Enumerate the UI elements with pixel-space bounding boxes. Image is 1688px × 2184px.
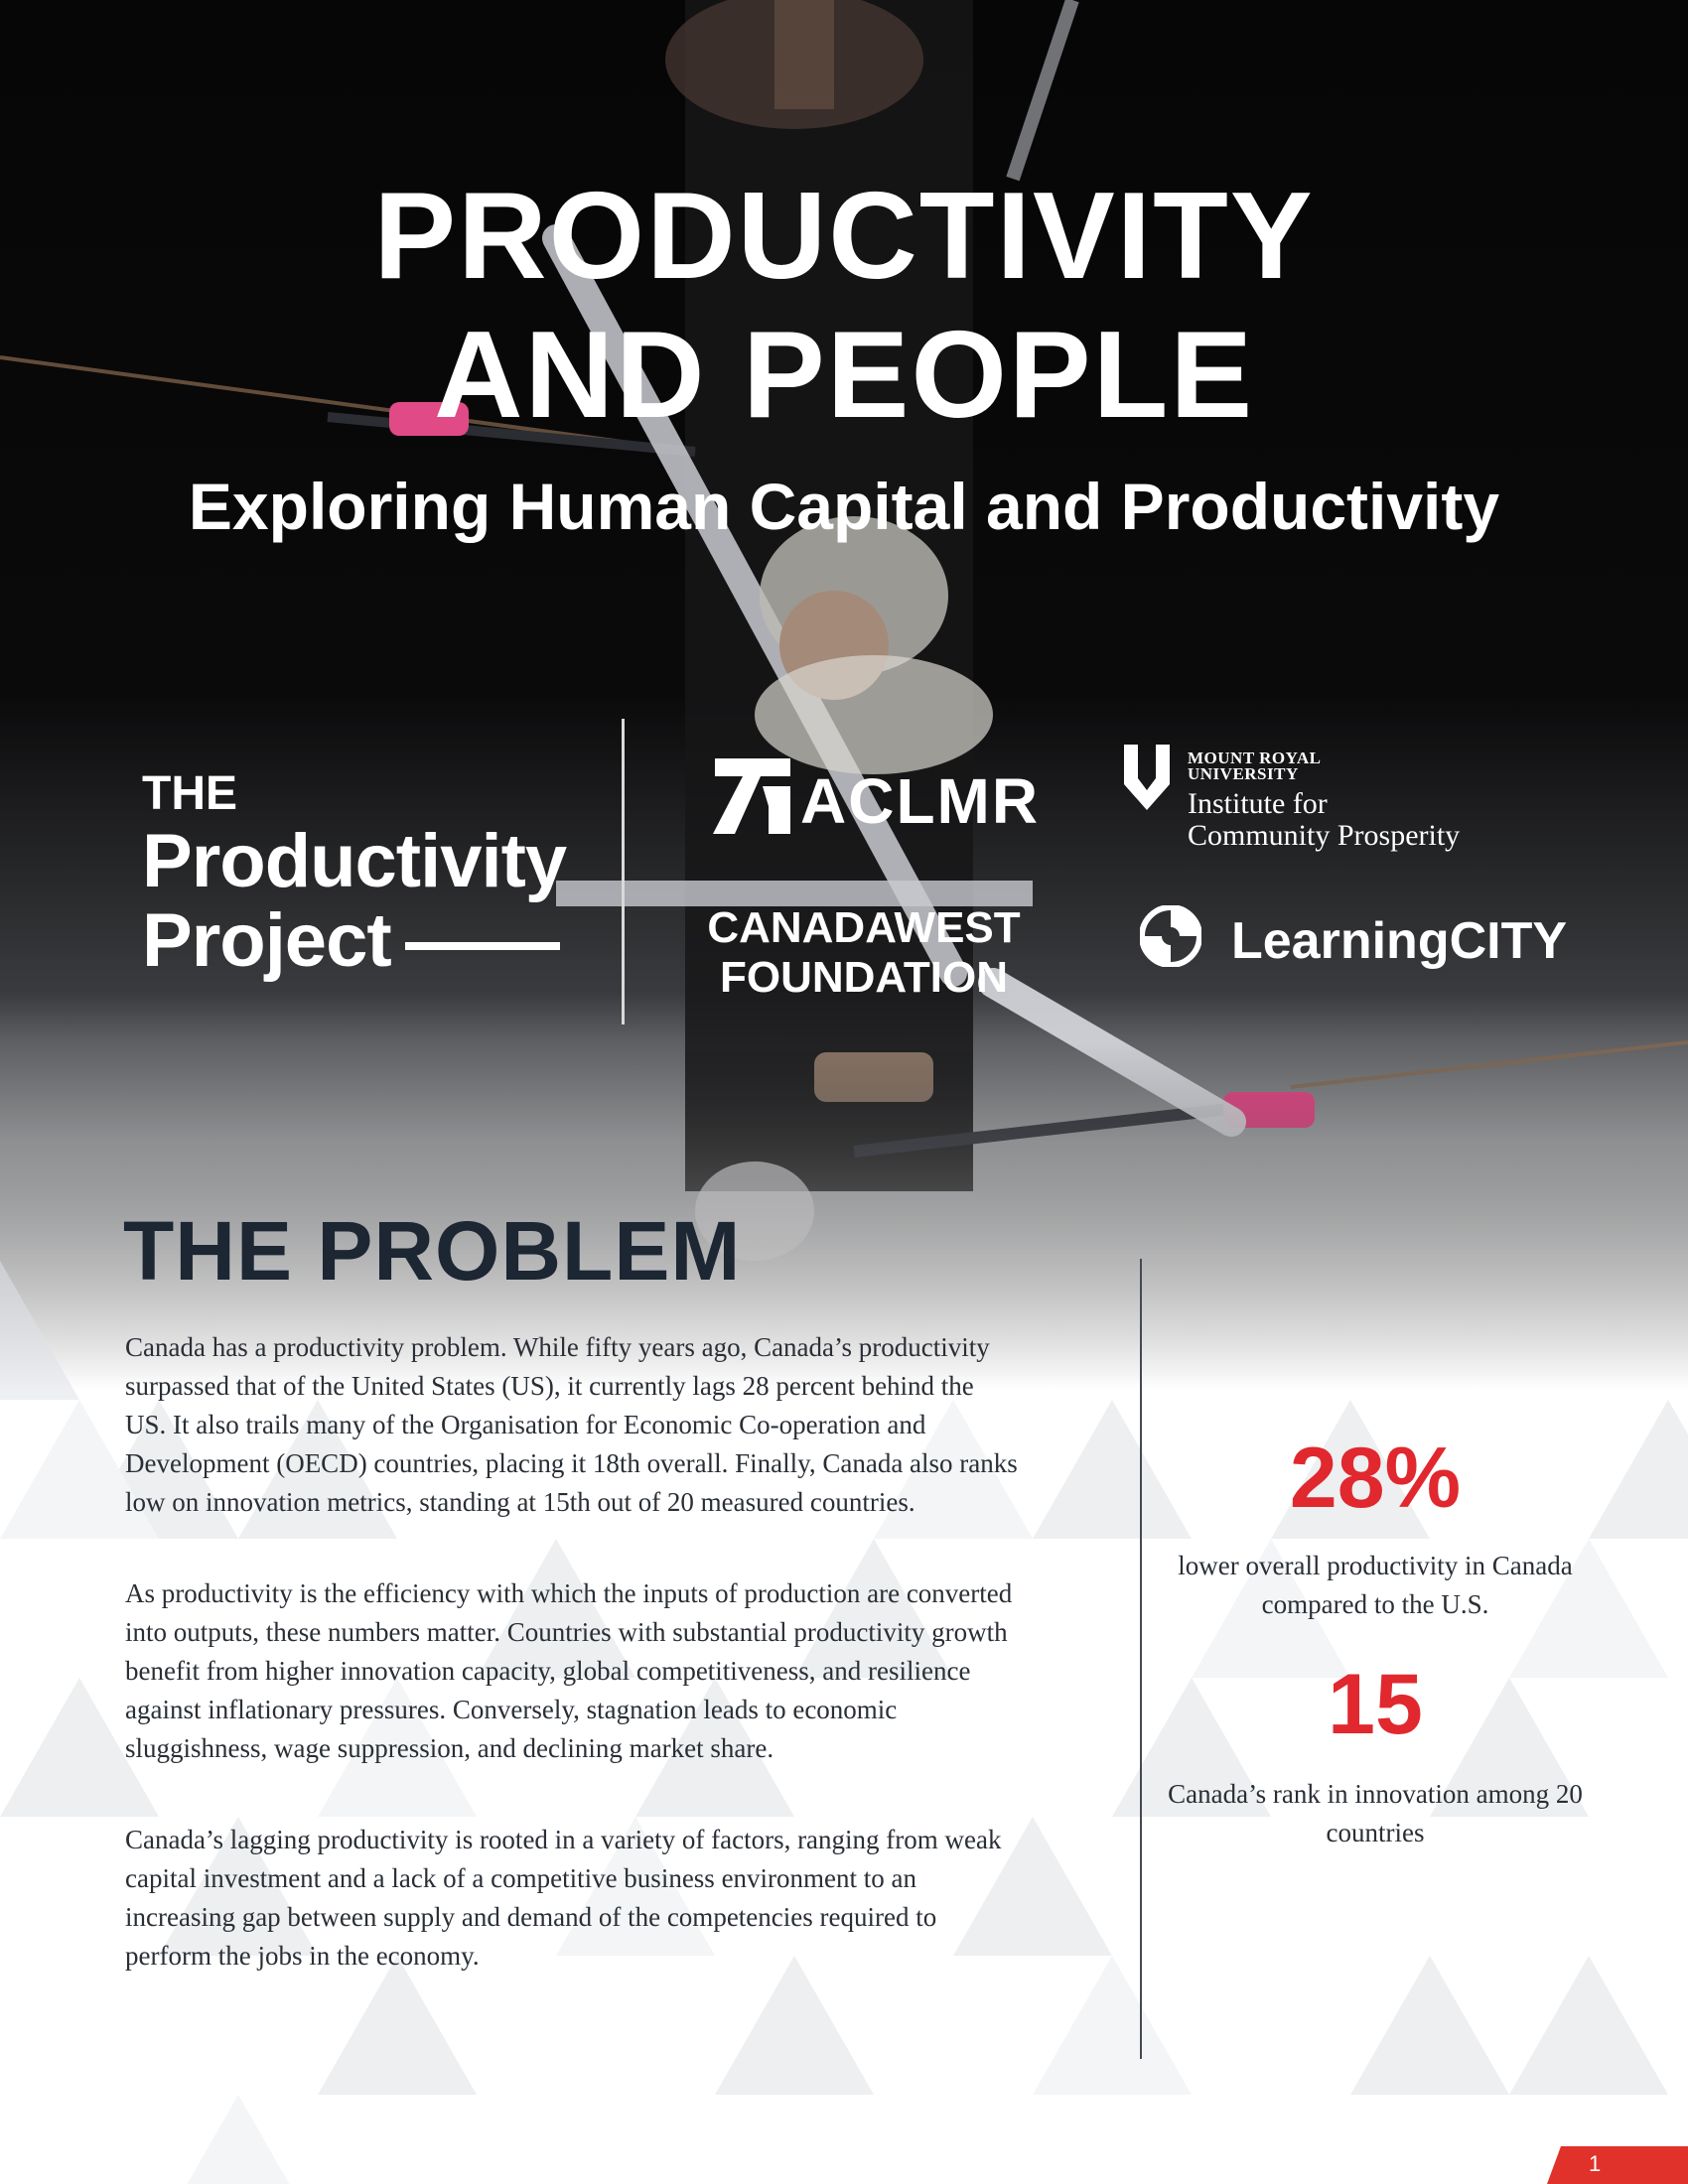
learningcity-wordmark: LearningCITY <box>1231 912 1568 970</box>
tpp-line2: Project <box>142 898 391 983</box>
tpp-the: THE <box>142 767 237 820</box>
mru-small-line1: MOUNT ROYAL <box>1188 749 1322 767</box>
stat-description-innovation-rank: Canada’s rank in innovation among 20 countries <box>1168 1779 1583 1847</box>
canadawest-foundation-logo <box>685 903 1043 1003</box>
learningcity-swirl-icon <box>1140 905 1201 967</box>
stat-value-productivity-gap: 28% <box>1289 1431 1462 1526</box>
problem-paragraph-3: Canada’s lagging productivity is rooted in a variety of factors, ranging from weak capital investment and a lack of a competitive business environment to an increasing gap between supply and demand of the competencies required to perform the jobs in the economy. <box>125 1825 1002 1971</box>
mru-small-line2: UNIVERSITY <box>1188 764 1299 783</box>
productivity-project-logo <box>142 766 566 981</box>
stat-value-innovation-rank: 15 <box>1328 1657 1423 1752</box>
page-number-tab <box>1561 2146 1688 2184</box>
cwf-line2: FOUNDATION <box>719 953 1009 1002</box>
aclmr-mark-icon <box>711 758 790 834</box>
stat-description-productivity-gap: lower overall productivity in Canada compared to the U.S. <box>1178 1551 1573 1619</box>
hero-title-line2: AND PEOPLE <box>433 307 1255 444</box>
tpp-line1: Productivity <box>142 819 567 903</box>
cwf-line1: CANADAWEST <box>707 903 1021 952</box>
mru-main-line2: Community Prosperity <box>1188 819 1461 852</box>
logo-divider <box>622 719 625 1024</box>
problem-heading: THE PROBLEM <box>123 1204 742 1297</box>
problem-paragraph-2: As productivity is the efficiency with which the inputs of production are converted into outputs, these numbers matter. Countries with substantial productivity growth benefit from higher innovation capacity, global competitiveness, and resilience against inflationary pressures. Conversely, stagnation leads to economic sluggishness, wage suppression, and declining market share. <box>125 1578 1013 1763</box>
problem-paragraph-1: Canada has a productivity problem. While fifty years ago, Canada’s productivity surpassed that of the United States (US), it currently lags 28 percent behind the US. It also trails many of the Organisation for Economic Co-operation and Development (OECD) countries, placing it 18th overall. Finally, Canada also ranks low on innovation metrics, standing at 15th out of 20 measured countries. <box>125 1332 1018 1517</box>
mru-shield-icon <box>1124 745 1170 810</box>
page-number: 1 <box>1589 2151 1602 2176</box>
tpp-underline-bar <box>405 942 560 950</box>
mru-main-line1: Institute for <box>1188 787 1328 820</box>
hero-title-line1: PRODUCTIVITY <box>373 168 1315 305</box>
aclmr-wordmark: ACLMR <box>800 765 1041 837</box>
hero-subtitle: Exploring Human Capital and Productivity <box>188 470 1500 543</box>
